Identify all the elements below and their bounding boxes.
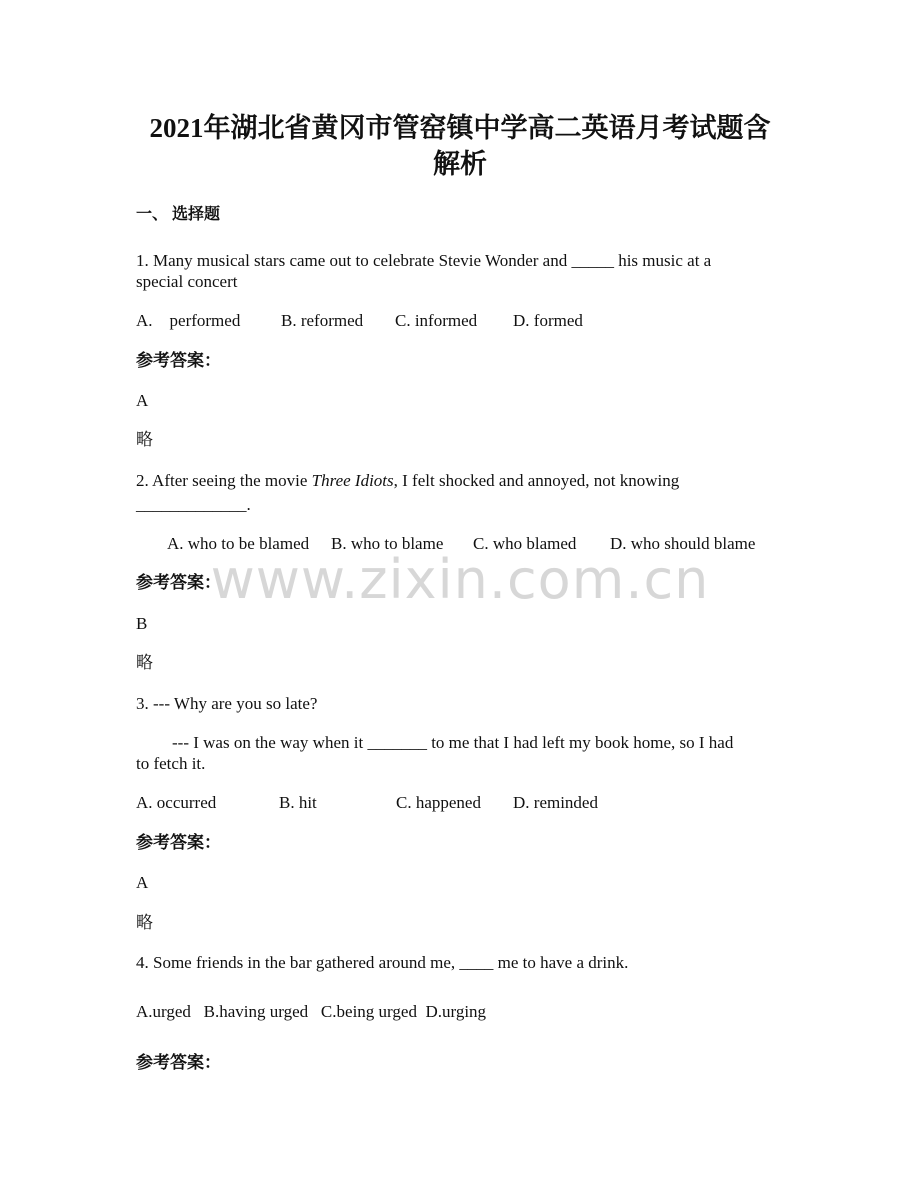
q1-option-a: A. performed xyxy=(136,311,241,330)
q3-explanation: 略 xyxy=(136,913,153,932)
section-heading: 一、 选择题 xyxy=(136,206,221,223)
q3-option-b: B. hit xyxy=(279,793,317,812)
q1-answer-label: 参考答案： xyxy=(136,351,221,370)
q3-stem-line-2: --- I was on the way when it _______ to me that I had left my book home, so I had xyxy=(172,733,734,752)
q2-stem-prefix: 2. After seeing the movie xyxy=(136,471,312,490)
q3-answer-label: 参考答案： xyxy=(136,833,221,852)
q1-stem-line-2: special concert xyxy=(136,272,238,291)
q2-answer-label: 参考答案： xyxy=(136,573,221,592)
q2-option-a: A. who to be blamed xyxy=(167,534,310,553)
q3-stem-line-3: to fetch it. xyxy=(136,754,206,773)
q4-stem: 4. Some friends in the bar gathered around me, ____ me to have a drink. xyxy=(136,953,629,972)
q1-option-c: C. informed xyxy=(395,311,478,330)
q1-explanation: 略 xyxy=(136,430,153,449)
q2-stem-line-1 xyxy=(136,470,679,491)
q2-option-c: C. who blamed xyxy=(473,534,577,553)
q2-explanation: 略 xyxy=(136,653,153,672)
q4-options: A.urged B.having urged C.being urged D.urging xyxy=(136,1002,487,1021)
q3-answer: A xyxy=(136,873,149,892)
q1-answer: A xyxy=(136,391,149,410)
q1-option-d: D. formed xyxy=(513,311,583,330)
q3-option-a: A. occurred xyxy=(136,793,217,812)
q1-option-b: B. reformed xyxy=(281,311,364,330)
q2-stem-line-2: _____________. xyxy=(136,495,251,514)
document-title-line-1: 2021年湖北省黄冈市管窑镇中学高二英语月考试题含 xyxy=(149,113,771,143)
q3-stem-line-1: 3. --- Why are you so late? xyxy=(136,694,318,713)
q2-stem-suffix: , I felt shocked and annoyed, not knowing xyxy=(393,471,680,490)
q3-option-d: D. reminded xyxy=(513,793,598,812)
q2-option-b: B. who to blame xyxy=(331,534,444,553)
q1-stem-line-1: 1. Many musical stars came out to celebrate Stevie Wonder and _____ his music at a xyxy=(136,251,712,270)
q4-answer-label: 参考答案： xyxy=(136,1053,221,1072)
q2-answer: B xyxy=(136,614,148,633)
q2-movie-title: Three Idiots xyxy=(311,471,394,490)
q2-option-d: D. who should blame xyxy=(610,534,756,553)
document-title-line-2: 解析 xyxy=(433,149,487,179)
q3-option-c: C. happened xyxy=(396,793,481,812)
watermark: www.zixin.com.cn xyxy=(210,548,710,611)
